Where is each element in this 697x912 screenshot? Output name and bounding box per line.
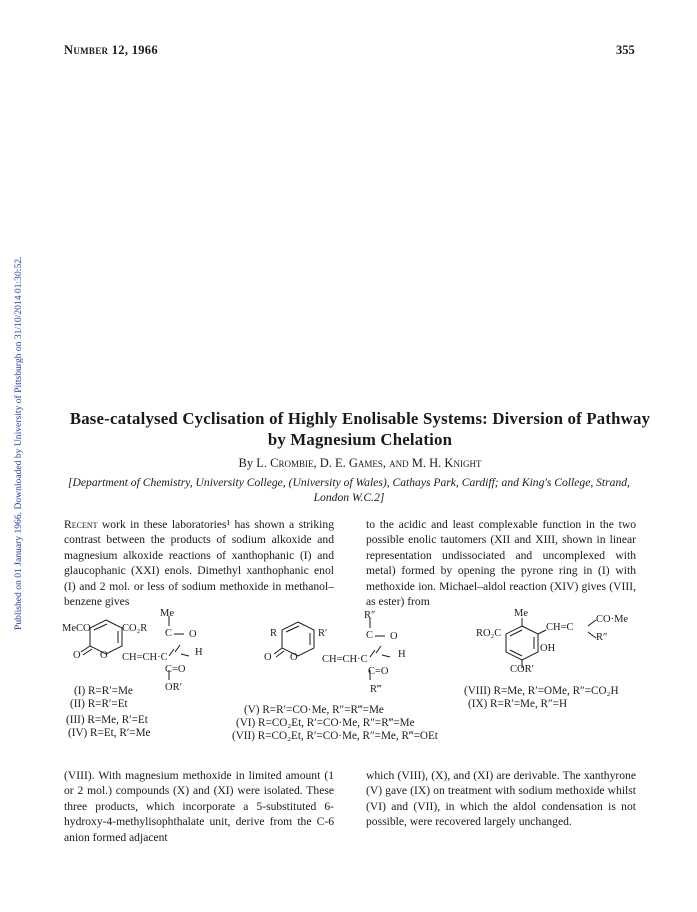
compound-label-ii: (II) R=R′=Et bbox=[70, 698, 128, 710]
chain-bond bbox=[382, 655, 390, 657]
r-triple-prime-label: R‴ bbox=[370, 684, 382, 695]
paragraph-text: to the acidic and least complexable function in the two possible enolic tautomers (XII and XIII, shown in linear representation undissociated and uncomplexed with metal) formed by opening the pyrone ring in (I) with methoxide ion. Michael–aldol reaction (XIV) gives (VIII, as ester) from bbox=[366, 518, 636, 609]
substituent-bond bbox=[538, 630, 546, 634]
oxygen-label: O bbox=[390, 631, 398, 642]
or-label: OR′ bbox=[165, 682, 182, 693]
hydrogen-label: H bbox=[398, 649, 406, 660]
lead-word: Recent bbox=[64, 518, 98, 531]
author-names: L. Crombie, D. E. Games, and M. H. Knight bbox=[256, 456, 482, 470]
affiliation: [Department of Chemistry, University College, (University of Wales), Cathays Park, Cardiff; and King's College, Strand, London W.C.2] bbox=[68, 476, 630, 504]
pyrone-ring bbox=[90, 620, 122, 654]
page-number: 355 bbox=[616, 43, 635, 57]
r-double-prime-label: R″ bbox=[596, 632, 608, 643]
r-label: R bbox=[270, 628, 278, 639]
chain-label: CH=C bbox=[546, 622, 574, 633]
chain-label: CH=CH·C bbox=[122, 652, 168, 663]
me-label: Me bbox=[160, 608, 174, 619]
hydrogen-label: H bbox=[195, 647, 203, 658]
by-word: By bbox=[238, 456, 254, 470]
chain-bond bbox=[175, 645, 180, 652]
ring-oxygen-label: O bbox=[290, 652, 298, 663]
paragraph-text: (VIII). With magnesium methoxide in limited amount (1 or 2 mol.) compounds (X) and (XI) were isolated. These three products, which incorporate a 5-substituted 6-hydroxy-4-methylisophthalate unit, derive from the C-6 anion formed adjacent bbox=[64, 769, 334, 844]
carbon-label: C bbox=[366, 630, 374, 641]
download-notice[interactable]: Published on 01 January 1966. Downloaded by University of Pittsburgh on 31/10/2014 01:30:52. bbox=[13, 256, 24, 630]
substituent-bond bbox=[588, 632, 596, 638]
author-line bbox=[60, 456, 660, 471]
pyrone-ring bbox=[282, 622, 314, 656]
acetyl-label: CO·Me bbox=[596, 614, 629, 625]
oxo-label: O bbox=[73, 650, 81, 661]
compound-label-iii: (III) R=Me, R′=Et bbox=[66, 714, 148, 726]
r-prime-label: R′ bbox=[318, 628, 328, 639]
chain-bond bbox=[376, 646, 381, 653]
substituent-bond bbox=[588, 620, 596, 626]
body-column-right-top bbox=[366, 517, 636, 609]
ro2c-label: RO₂C bbox=[476, 628, 502, 639]
chain-bond bbox=[181, 654, 189, 656]
body-column-right-bottom bbox=[366, 768, 636, 830]
compound-label-v: (V) R=R′=CO·Me, R″=R‴=Me bbox=[244, 704, 384, 716]
compound-label-vi: (VI) R=CO₂Et, R′=CO·Me, R″=R‴=Me bbox=[236, 717, 415, 729]
article-title: Base-catalysed Cyclisation of Highly Enolisable Systems: Diversion of Pathway by Magnesium Chelation bbox=[69, 409, 651, 449]
running-header: Number 12, 1966 bbox=[64, 43, 158, 57]
oxygen-label: O bbox=[189, 629, 197, 640]
me-label: Me bbox=[514, 608, 528, 619]
carbonyl-label: C=O bbox=[368, 666, 389, 677]
compound-label-iv: (IV) R=Et, R′=Me bbox=[68, 727, 151, 739]
compound-label-ix: (IX) R=R′=Me, R″=H bbox=[468, 698, 568, 710]
benzene-ring bbox=[506, 626, 538, 660]
ring-oxygen-label: O bbox=[100, 650, 108, 661]
acyl-label: COR′ bbox=[510, 664, 534, 675]
paragraph-text: work in these laboratories¹ has shown a striking contrast between the products of sodium alkoxide and magnesium alkoxide reactions of xanthophanic (I) and glaucophanic (XXI) enols. Dimethyl xanthophanic enol (I) and 2 mol. or less of sodium methoxide in methanol–benzene gives bbox=[64, 518, 334, 609]
hydroxyl-label: OH bbox=[540, 643, 556, 654]
carbonyl-label: C=O bbox=[165, 664, 186, 675]
meco-label: MeCO bbox=[62, 623, 91, 634]
chain-bond bbox=[169, 649, 174, 656]
chain-label: CH=CH·C bbox=[322, 654, 368, 665]
body-column-left-bottom bbox=[64, 768, 334, 845]
body-column-left-top bbox=[64, 517, 334, 609]
oxo-label: O bbox=[264, 652, 272, 663]
chain-bond bbox=[370, 650, 375, 657]
compound-label-i: (I) R=R′=Me bbox=[74, 685, 133, 697]
co2r-label: CO₂R bbox=[122, 623, 148, 634]
compound-label-viii: (VIII) R=Me, R′=OMe, R″=CO₂H bbox=[464, 685, 619, 697]
paragraph-text: which (VIII), (X), and (XI) are derivable. The xanthyrone (V) gave (IX) on treatment with sodium methoxide whilst (VI) and (VII), in which the aldol condensation is not possible, were recovered largely unchanged. bbox=[366, 769, 636, 829]
carbon-label: C bbox=[165, 628, 173, 639]
compound-label-vii: (VII) R=CO₂Et, R′=CO·Me, R″=Me, R‴=OEt bbox=[232, 730, 438, 742]
r-double-prime-label: R″ bbox=[364, 610, 376, 621]
